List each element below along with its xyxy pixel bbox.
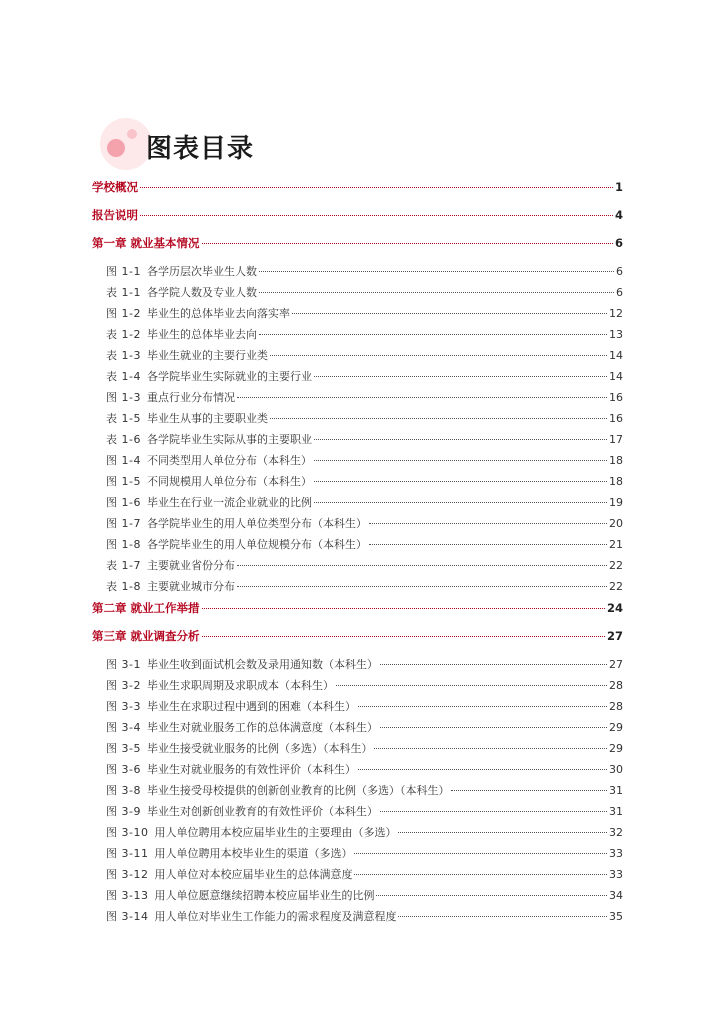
toc-page-number: 14 — [609, 370, 623, 383]
dot-leader — [314, 502, 607, 503]
dot-leader — [358, 769, 607, 770]
toc-chapter-entry[interactable] — [92, 628, 623, 644]
toc-page-number: 13 — [609, 328, 623, 341]
toc-figure-entry[interactable] — [106, 803, 623, 819]
toc-figure-entry[interactable] — [106, 494, 623, 510]
toc-entry-title: 毕业生的总体毕业去向 — [146, 328, 257, 341]
dot-leader — [237, 586, 607, 587]
toc-entry-title: 毕业生接受就业服务的比例（多选）（本科生） — [146, 742, 373, 755]
toc-entry-label: 图 3-14 — [106, 910, 149, 923]
toc-entry-label: 表 1-3 — [106, 349, 141, 362]
toc-entry-title: 毕业生在求职过程中遇到的困难（本科生） — [146, 700, 356, 713]
toc-entry-label: 图 3-13 — [106, 889, 149, 902]
toc-page-number: 14 — [609, 349, 623, 362]
toc-entry-label: 图 3-3 — [106, 700, 141, 713]
toc-page-number: 17 — [609, 433, 623, 446]
dot-leader — [358, 706, 607, 707]
toc-figure-entry[interactable] — [106, 431, 623, 447]
toc-page-number: 22 — [609, 580, 623, 593]
toc-page-number: 35 — [609, 910, 623, 923]
toc-figure-entry[interactable] — [106, 557, 623, 573]
toc-figure-entry[interactable] — [106, 845, 623, 861]
toc-page-number: 24 — [606, 601, 623, 615]
page-title: 图表目录 — [146, 134, 255, 164]
toc-entry-title: 主要就业城市分布 — [146, 580, 235, 593]
dot-leader — [270, 418, 607, 419]
dot-leader — [398, 916, 607, 917]
toc-page-number: 16 — [609, 391, 623, 404]
toc-page-number: 27 — [606, 629, 623, 643]
toc-entry-title: 不同规模用人单位分布（本科生） — [146, 475, 312, 488]
toc-page-number: 6 — [616, 286, 623, 299]
toc-entry-label: 图 1-5 — [106, 475, 141, 488]
dot-leader — [314, 376, 607, 377]
dot-leader — [140, 187, 613, 188]
toc-entry-title: 各学院毕业生实际从事的主要职业 — [146, 433, 312, 446]
dot-leader — [314, 439, 607, 440]
toc-figure-entry[interactable] — [106, 410, 623, 426]
toc-entry-label: 图 1-1 — [106, 265, 141, 278]
dot-leader — [369, 544, 607, 545]
dot-leader — [369, 523, 607, 524]
dot-leader — [354, 853, 607, 854]
toc-entry-title: 毕业生的总体毕业去向落实率 — [146, 307, 290, 320]
dot-leader — [237, 565, 607, 566]
dot-leader — [374, 748, 607, 749]
toc-entry-title: 用人单位聘用本校毕业生的渠道（多选） — [154, 847, 353, 860]
toc-figure-entry[interactable] — [106, 284, 623, 300]
toc-entry-title: 第二章 就业工作举措 — [92, 601, 200, 615]
toc-entry-label: 图 1-8 — [106, 538, 141, 551]
dot-leader — [237, 397, 607, 398]
toc-page-number: 1 — [614, 180, 623, 194]
dot-leader — [380, 727, 607, 728]
toc-page-number: 6 — [616, 265, 623, 278]
dot-leader — [314, 481, 607, 482]
dot-leader — [380, 811, 607, 812]
toc-figure-entry[interactable] — [106, 656, 623, 672]
dot-leader — [259, 271, 614, 272]
dot-leader — [140, 215, 613, 216]
toc-figure-entry[interactable] — [106, 536, 623, 552]
toc-page-number: 30 — [609, 763, 623, 776]
dot-leader — [202, 243, 613, 244]
toc-entry-label: 表 1-6 — [106, 433, 141, 446]
toc-page-number: 27 — [609, 658, 623, 671]
toc-figure-entry[interactable] — [106, 761, 623, 777]
toc-entry-label: 图 3-12 — [106, 868, 149, 881]
toc-chapter-entry[interactable] — [92, 179, 623, 195]
toc-entry-label: 图 3-9 — [106, 805, 141, 818]
toc-entry-title: 不同类型用人单位分布（本科生） — [146, 454, 312, 467]
toc-entry-label: 表 1-1 — [106, 286, 141, 299]
toc-entry-title: 主要就业省份分布 — [146, 559, 235, 572]
toc-page-number: 16 — [609, 412, 623, 425]
decorative-circles-icon — [92, 112, 152, 172]
dot-leader — [202, 608, 605, 609]
dot-leader — [376, 895, 607, 896]
dot-leader — [292, 313, 607, 314]
toc-entry-label: 图 3-8 — [106, 784, 141, 797]
toc-entry-label: 图 1-7 — [106, 517, 141, 530]
toc-chapter-entry[interactable] — [92, 235, 623, 251]
toc-page-number: 28 — [609, 679, 623, 692]
toc-figure-entry[interactable] — [106, 326, 623, 342]
toc-figure-entry[interactable] — [106, 866, 623, 882]
toc-entry-title: 用人单位聘用本校应届毕业生的主要理由（多选） — [154, 826, 397, 839]
dot-leader — [270, 355, 607, 356]
dot-leader — [314, 460, 607, 461]
toc-entry-title: 毕业生对创新创业教育的有效性评价（本科生） — [146, 805, 378, 818]
toc-entry-title: 毕业生求职周期及求职成本（本科生） — [146, 679, 334, 692]
toc-entry-title: 毕业生在行业一流企业就业的比例 — [146, 496, 312, 509]
dot-leader — [202, 636, 605, 637]
toc-page-number: 31 — [609, 784, 623, 797]
toc-page-number: 32 — [609, 826, 623, 839]
toc-figure-entry[interactable] — [106, 389, 623, 405]
toc-entry-label: 图 3-2 — [106, 679, 141, 692]
toc-page-number: 31 — [609, 805, 623, 818]
toc-entry-label: 图 1-4 — [106, 454, 141, 467]
toc-entry-label: 表 1-4 — [106, 370, 141, 383]
dot-leader — [451, 790, 607, 791]
toc-entry-title: 毕业生接受母校提供的创新创业教育的比例（多选）（本科生） — [146, 784, 450, 797]
toc-page-number: 29 — [609, 742, 623, 755]
toc-entry-label: 图 3-4 — [106, 721, 141, 734]
toc-page-number: 29 — [609, 721, 623, 734]
toc-page-number: 19 — [609, 496, 623, 509]
toc-entry-title: 第三章 就业调查分析 — [92, 629, 200, 643]
toc-entry-label: 图 3-10 — [106, 826, 149, 839]
toc-entry-title: 毕业生对就业服务的有效性评价（本科生） — [146, 763, 356, 776]
toc-chapter-entry[interactable] — [92, 600, 623, 616]
toc-page-number: 12 — [609, 307, 623, 320]
toc-figure-entry[interactable] — [106, 908, 623, 924]
toc-entry-title: 各学院人数及专业人数 — [146, 286, 257, 299]
toc-page-number: 20 — [609, 517, 623, 530]
toc-entry-label: 图 3-11 — [106, 847, 149, 860]
toc-figure-entry[interactable] — [106, 698, 623, 714]
toc-entry-title: 各学历层次毕业生人数 — [146, 265, 257, 278]
toc-entry-label: 图 3-5 — [106, 742, 141, 755]
toc-entry-title: 用人单位对本校应届毕业生的总体满意度 — [154, 868, 353, 881]
toc-entry-label: 图 1-3 — [106, 391, 141, 404]
toc-entry-title: 报告说明 — [92, 208, 138, 222]
dot-leader — [354, 874, 607, 875]
toc-entry-title: 各学院毕业生的用人单位类型分布（本科生） — [146, 517, 367, 530]
toc-figure-entry[interactable] — [106, 368, 623, 384]
toc-figure-entry[interactable] — [106, 305, 623, 321]
toc-entry-label: 图 3-6 — [106, 763, 141, 776]
toc-chapter-entry[interactable] — [92, 207, 623, 223]
toc-figure-entry[interactable] — [106, 740, 623, 756]
dot-leader — [336, 685, 607, 686]
toc-entry-title: 学校概况 — [92, 180, 138, 194]
toc-page-number: 18 — [609, 454, 623, 467]
toc-figure-entry[interactable] — [106, 782, 623, 798]
dot-leader — [398, 832, 607, 833]
toc-figure-entry[interactable] — [106, 347, 623, 363]
dot-leader — [259, 334, 607, 335]
toc-entry-label: 表 1-5 — [106, 412, 141, 425]
toc-figure-entry[interactable] — [106, 263, 623, 279]
toc-page-number: 34 — [609, 889, 623, 902]
toc-figure-entry[interactable] — [106, 578, 623, 594]
toc-figure-entry[interactable] — [106, 719, 623, 735]
toc-figure-entry[interactable] — [106, 452, 623, 468]
toc-entry-label: 表 1-7 — [106, 559, 141, 572]
toc-page-number: 6 — [614, 236, 623, 250]
toc-entry-label: 图 3-1 — [106, 658, 141, 671]
toc-entry-title: 各学院毕业生实际就业的主要行业 — [146, 370, 312, 383]
toc-entry-label: 表 1-2 — [106, 328, 141, 341]
toc-page-number: 28 — [609, 700, 623, 713]
dot-leader — [259, 292, 614, 293]
toc-entry-label: 图 1-6 — [106, 496, 141, 509]
toc-figure-entry[interactable] — [106, 515, 623, 531]
toc-page-number: 22 — [609, 559, 623, 572]
toc-entry-label: 表 1-8 — [106, 580, 141, 593]
toc-figure-entry[interactable] — [106, 887, 623, 903]
toc-figure-entry[interactable] — [106, 473, 623, 489]
toc-figure-entry[interactable] — [106, 677, 623, 693]
dot-leader — [380, 664, 607, 665]
toc-page-number: 18 — [609, 475, 623, 488]
toc-entry-title: 毕业生从事的主要职业类 — [146, 412, 268, 425]
toc-entry-title: 第一章 就业基本情况 — [92, 236, 200, 250]
toc-figure-entry[interactable] — [106, 824, 623, 840]
toc-entry-title: 毕业生就业的主要行业类 — [146, 349, 268, 362]
toc-page-number: 21 — [609, 538, 623, 551]
toc-entry-title: 重点行业分布情况 — [146, 391, 235, 404]
toc-entry-title: 用人单位对毕业生工作能力的需求程度及满意程度 — [154, 910, 397, 923]
toc-page-number: 33 — [609, 868, 623, 881]
toc-page-number: 4 — [614, 208, 623, 222]
toc-entry-label: 图 1-2 — [106, 307, 141, 320]
toc-entry-title: 用人单位愿意继续招聘本校应届毕业生的比例 — [154, 889, 375, 902]
toc-entry-title: 毕业生收到面试机会数及录用通知数（本科生） — [146, 658, 378, 671]
toc-entry-title: 毕业生对就业服务工作的总体满意度（本科生） — [146, 721, 378, 734]
toc-entry-title: 各学院毕业生的用人单位规模分布（本科生） — [146, 538, 367, 551]
toc-page-number: 33 — [609, 847, 623, 860]
